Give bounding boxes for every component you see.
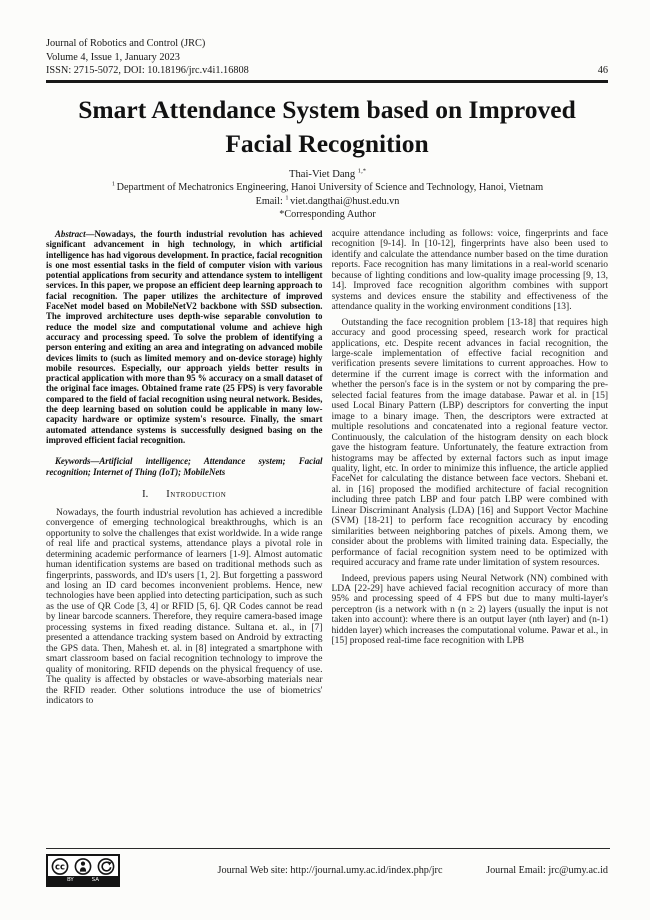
journal-issn-doi: ISSN: 2715-5072, DOI: 10.18196/jrc.v4i1.16808 <box>46 65 249 76</box>
cc-sa-label: SA <box>91 877 100 883</box>
author-superscript: 1,* <box>357 167 366 175</box>
body-paragraph-2: Outstanding the face recognition problem [13-18] that requires high accuracy and good processing speed, research work for practical applications, etc. Despite recent advances in facial recognition, the large-scale implementation of effective facial recognition and verification presents severe limitations to current approaches. How to determine if the current image is correct with the information and whether the person's face is in the system or not by comparing the pre-selected facial features from the image database. Pawar et al. in [15] used Local Binary Pattern (LBP) descriptors for converting the input image to a binary image. Then, the descriptors were extracted at multiple resolutions and concatenated into a regional feature vector. Continuously, the calculation of the histogram density on each block gave the histogram feature. Unfortunately, the feature extraction from histograms may be affected by external factors such as input image quality, light, etc. In order to minimize this influence, the article applied FaceNet for calculating the distance between face vectors. Shebani et. al. in [16] proposed the modified architecture of facial recognition including three patch LBP and four patch LBP were combined with Linear Discriminant Analysis (LDA) [16] and Support Vector Machine (SVM) [18-21] to perform face recognition accuracy by encoding similarities between neighboring patches of pixels. Among them, we consider about the problems with limited training data. Especially, the performance of facial recognition system need to be optimized with required accuracy and frame rate under limitation of system resources. <box>331 317 608 569</box>
abstract-text: —Nowadays, the fourth industrial revolution has achieved significant advancement in high technology, in which artificial intelligence has had vigorous development. In practice, facial recognition is one most essential tasks in the field of computer vision with various potential applications from security and attendance system to intelligent services. In this paper, we propose an efficient deep learning approach to facial recognition. The paper utilizes the architecture of improved FaceNet model based on MobileNetV2 backbone with SSD subsection. The improved architecture uses depth-wise separable convolution to reduce the model size and computational volume and achieve high accuracy and processing speed. To solve the problem of identifying a person entering and exiting an area and integrating on advanced mobile devices limits to (such as limited memory and on-device storage) highly mobile resources. Especially, our approach yields better results in practical application with more than 95 % accuracy on a small dataset of the original face images. Obtained frame rate (25 FPS) is very favorable compared to the field of facial recognition using neural network. Besides, the deep learning based on solution could be applicable in many low-capacity hardware or optimize system's resource. Finally, the smart automated attendance systems is successfully designed basing on the improved efficient facial recognition. <box>46 229 323 445</box>
journal-website: Journal Web site: http://journal.umy.ac.id/index.php/jrc <box>217 865 443 876</box>
journal-email: Journal Email: jrc@umy.ac.id <box>486 865 608 876</box>
intro-paragraph-1: Nowadays, the fourth industrial revolution has achieved a incredible convergence of emerging technological breakthroughs, which is an opportunity to solve the challenges that exist worldwide. In a wide range of real life and practical systems, attendance plays a pivotal role in determining academic performance of learners [1-9]. Almost automatic human identification systems are based on traditional methods such as fingerprints, passwords, and ID's users [1, 2]. But forgetting a password and losing an ID card becomes inconvenient problems. Hence, new technologies have been applied into detecting participation, such as such as the use of QR Code [3, 4] or RFID [5, 6]. QR Codes cannot be read by linear barcode scanners. Therefore, they require camera-based image processing systems in fixed reading distance. Sultana et. al., in [7] presented a attendance tracking system based on Android by extracting the GPS data. Then, Mahesh et. al. in [8] integrated a smartphone with smart classroom based on facial recognition technology to improve the quality of monitoring. RFID depends on the physical frequency of use. The quality is affected by obstacles or wave-absorbing materials near the RFID reader. Other solutions introduce the use of biometrics' indicators to <box>46 507 323 706</box>
cc-by-sa-license-badge <box>46 854 120 887</box>
left-column <box>46 229 323 846</box>
attribution-person-head <box>81 861 85 865</box>
cc-glyph: cc <box>55 860 65 871</box>
right-column <box>332 229 609 846</box>
abstract-label: Abstract <box>55 229 86 239</box>
section-heading-introduction: I. Introduction <box>142 488 227 500</box>
share-alike-circle-icon <box>98 858 113 873</box>
creative-commons-icons <box>50 857 116 876</box>
page-number: 46 <box>597 65 608 76</box>
page-header <box>46 37 608 78</box>
author-affiliation: $^1$ Department of Mechatronics Engineering, Hanoi University of Science and Technology, Hanoi, Vietnam <box>111 181 544 194</box>
keywords <box>46 456 323 477</box>
body-columns <box>46 229 608 846</box>
corresponding-author-note: *Corresponding Author <box>279 209 376 221</box>
journal-issue: Volume 4, Issue 1, January 2023 <box>46 51 180 63</box>
footer-rule <box>46 848 610 849</box>
journal-name: Journal of Robotics and Control (JRC) <box>46 38 206 49</box>
header-rule <box>46 80 608 83</box>
body-paragraph-3: Indeed, previous papers using Neural Network (NN) combined with LDA [22-29] have achieved facial recognition accuracy of more than 95% and processing speed of 4 FPS but due to many multi-layer's perceptron (is a network with n (n ≥ 2) layers (usually the input is not taken into account): where there is an output layer (nth layer) and (n-1) hidden layer) which increases the computational volume. Pawar et al., in [15] proposed real-time face recognition with LPB <box>331 573 608 647</box>
keywords-label: Keywords <box>55 456 91 467</box>
author-block <box>45 168 610 222</box>
paper-title: Smart Attendance System based on Improved Facial Recognition <box>78 95 576 158</box>
attribution-circle-icon <box>75 858 90 873</box>
body-paragraph-continuation: acquire attendance including as follows: voice, fingerprints and face recognition [9-14]. In [10-12], fingerprints have also been used to identify and calculate the attendance number based on the time duration reports. Face recognition has many limitations in a real-world scenario because of lighting conditions and low-quality image processing [9, 13, 14]. Improved face recognition algorithm combines with support systems and devices ensure the stability and effectiveness of the attendance quality in the working environment conditions [13]. <box>331 229 608 313</box>
cc-badge-strip <box>48 876 118 885</box>
abstract <box>46 229 323 445</box>
attribution-person-body <box>80 867 86 871</box>
keywords-text: —Artificial intelligence; Attendance system; Facial recognition; Internet of Thing (IoT); MobileNets <box>46 456 323 477</box>
author-email: Email: $^1$ viet.dangthai@hust.edu.vn <box>255 194 400 207</box>
author-name: Thai-Viet Dang $^{1,*}$ <box>289 167 366 180</box>
cc-by-label: BY <box>66 877 74 883</box>
